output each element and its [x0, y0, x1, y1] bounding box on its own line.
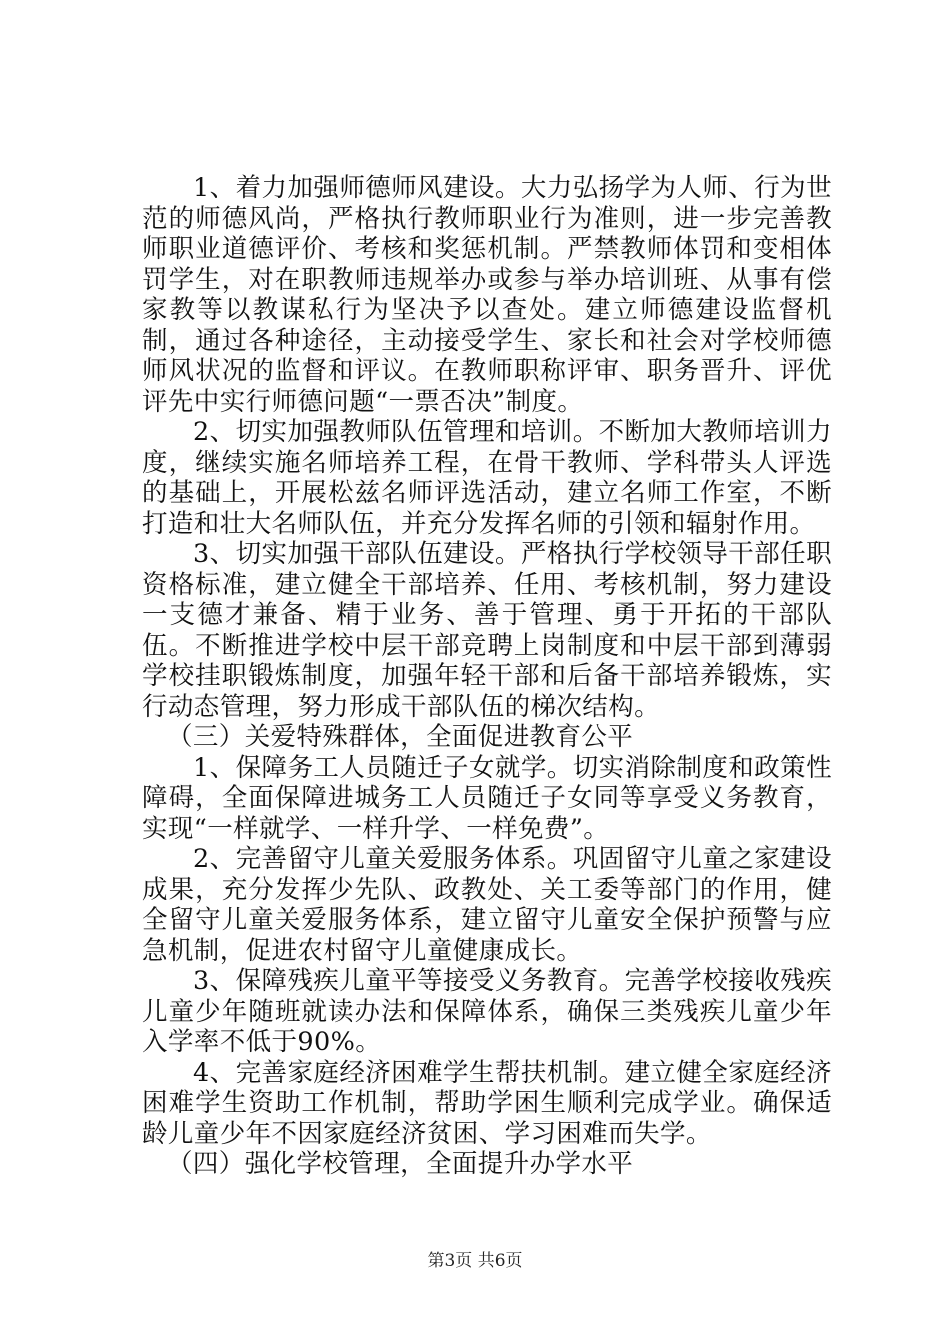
- paragraph-teacher-training: 2、切实加强教师队伍管理和培训。不断加大教师培训力度，继续实施名师培养工程，在骨干教师、学科带头人评选的基础上，开展松兹名师评选活动，建立名师工作室，不断打造和壮大名师队伍，并充分发挥名师的引领和辐射作用。: [142, 417, 832, 539]
- paragraph-financial-aid: 4、完善家庭经济困难学生帮扶机制。建立健全家庭经济困难学生资助工作机制，帮助学困生顺利完成学业。确保适龄儿童少年不因家庭经济贫困、学习困难而失学。: [142, 1057, 832, 1149]
- paragraph-cadre-building: 3、切实加强干部队伍建设。严格执行学校领导干部任职资格标准，建立健全干部培养、任用、考核机制，努力建设一支德才兼备、精于业务、善于管理、勇于开拓的干部队伍。不断推进学校中层干部竞聘上岗制度和中层干部到薄弱学校挂职锻炼制度，加强年轻干部和后备干部培养锻炼，实行动态管理，努力形成干部队伍的梯次结构。: [142, 539, 832, 722]
- section-heading-4: （四）强化学校管理，全面提升办学水平: [167, 1149, 634, 1179]
- page-number-footer: 第3页 共6页: [427, 1251, 523, 1271]
- paragraph-disabled-children: 3、保障残疾儿童平等接受义务教育。完善学校接收残疾儿童少年随班就读办法和保障体系，确保三类残疾儿童少年入学率不低于90%。: [142, 966, 832, 1057]
- paragraph-left-behind-children: 2、完善留守儿童关爱服务体系。巩固留守儿童之家建设成果，充分发挥少先队、政教处、关工委等部门的作用，健全留守儿童关爱服务体系，建立留守儿童安全保护预警与应急机制，促进农村留守儿童健康成长。: [142, 844, 832, 966]
- section-heading-3: （三）关爱特殊群体，全面促进教育公平: [167, 722, 634, 752]
- document-body: [142, 173, 832, 1180]
- paragraph-teacher-ethics: 1、着力加强师德师风建设。大力弘扬学为人师、行为世范的师德风尚，严格执行教师职业行为准则，进一步完善教师职业道德评价、考核和奖惩机制。严禁教师体罚和变相体罚学生，对在职教师违规举办或参与举办培训班、从事有偿家教等以教谋私行为坚决予以查处。建立师德建设监督机制，通过各种途径，主动接受学生、家长和社会对学校师德师风状况的监督和评议。在教师职称评审、职务晋升、评优评先中实行师德问题“一票否决”制度。: [142, 173, 832, 417]
- paragraph-migrant-children: 1、保障务工人员随迁子女就学。切实消除制度和政策性障碍，全面保障进城务工人员随迁子女同等享受义务教育，实现“一样就学、一样升学、一样免费”。: [142, 752, 832, 844]
